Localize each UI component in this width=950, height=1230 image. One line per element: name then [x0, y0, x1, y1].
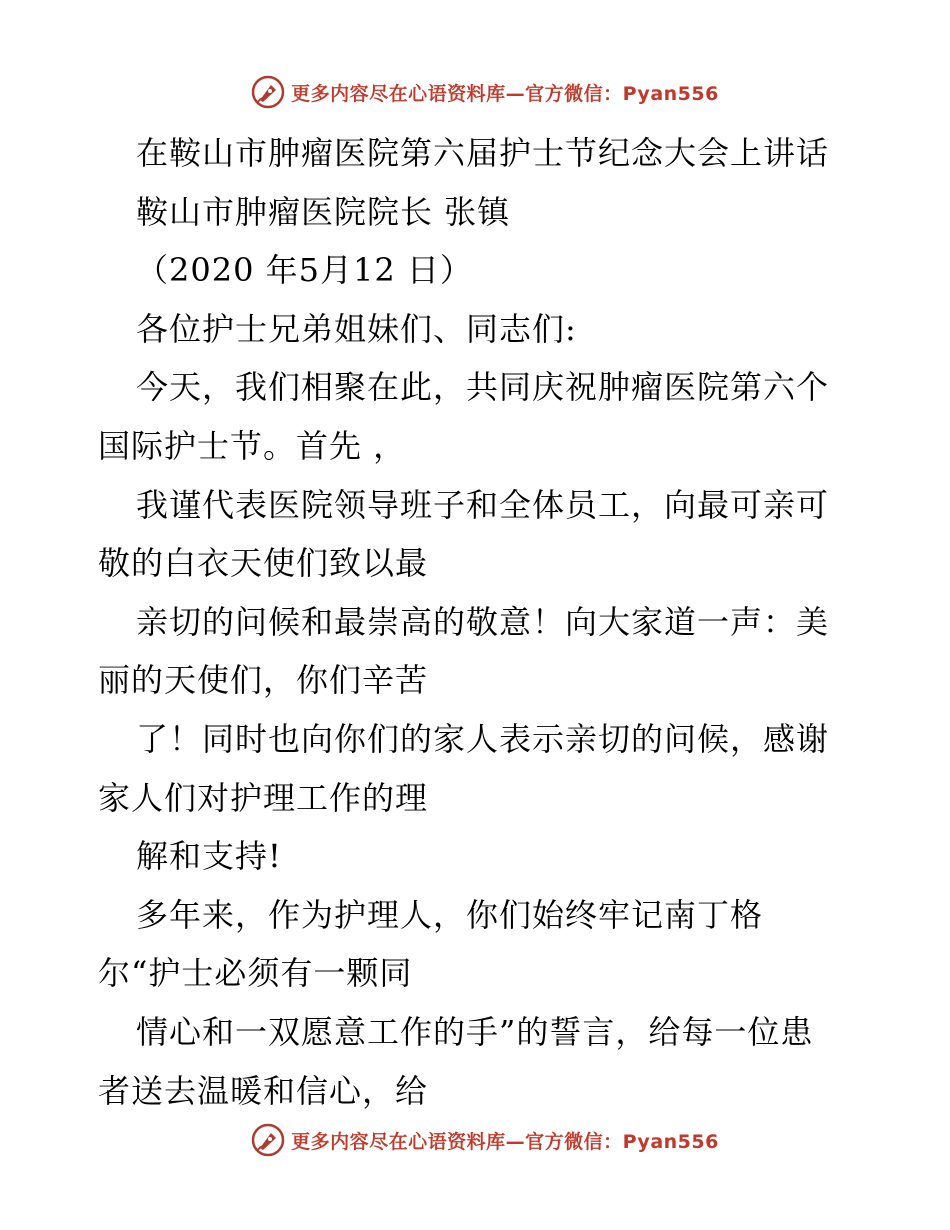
document-line: 了！同时也向你们的家人表示亲切的问候，感谢: [136, 719, 830, 758]
document-line: 敬的白衣天使们致以最: [98, 544, 429, 583]
pen-nib-logo-icon: [251, 1123, 285, 1157]
document-line: （2020 年5月12 日）: [136, 251, 473, 290]
document-line: 尔“护士必须有一颗同: [98, 954, 413, 993]
document-line: 各位护士兄弟姐妹们、同志们:: [136, 309, 577, 348]
document-line: 在鞍山市肿瘤医院第六届护士节纪念大会上讲话: [136, 134, 830, 172]
document-body: [98, 124, 858, 1120]
header-banner-inner: [251, 75, 719, 109]
document-line: 家人们对护理工作的理: [98, 778, 429, 817]
document-line: 解和支持!: [136, 837, 282, 876]
document-line: 我谨代表医院领导班子和全体员工，向最可亲可: [136, 485, 830, 524]
document-line: 者送去温暖和信心，给: [98, 1071, 429, 1110]
document-line: 鞍山市肿瘤医院院长 张镇: [136, 192, 511, 231]
document-line: 多年来，作为护理人，你们始终牢记南丁格: [136, 895, 764, 934]
document-line: 国际护士节。首先 ，: [98, 426, 407, 465]
pen-nib-logo-icon: [251, 75, 285, 109]
footer-banner-inner: [251, 1123, 719, 1157]
header-banner: [0, 72, 950, 112]
header-banner-text: 更多内容尽在心语资料库—官方微信：Pyan556: [291, 82, 719, 105]
document-line: 今天，我们相聚在此，共同庆祝肿瘤医院第六个: [136, 368, 830, 407]
footer-banner: [0, 1120, 950, 1160]
document-line: 丽的天使们，你们辛苦: [98, 661, 429, 700]
document-line: 亲切的问候和最崇高的敬意！向大家道一声：美: [136, 602, 830, 641]
footer-banner-text: 更多内容尽在心语资料库—官方微信：Pyan556: [291, 1130, 719, 1153]
document-line: 情心和一双愿意工作的手”的誓言，给每一位患: [136, 1012, 814, 1051]
